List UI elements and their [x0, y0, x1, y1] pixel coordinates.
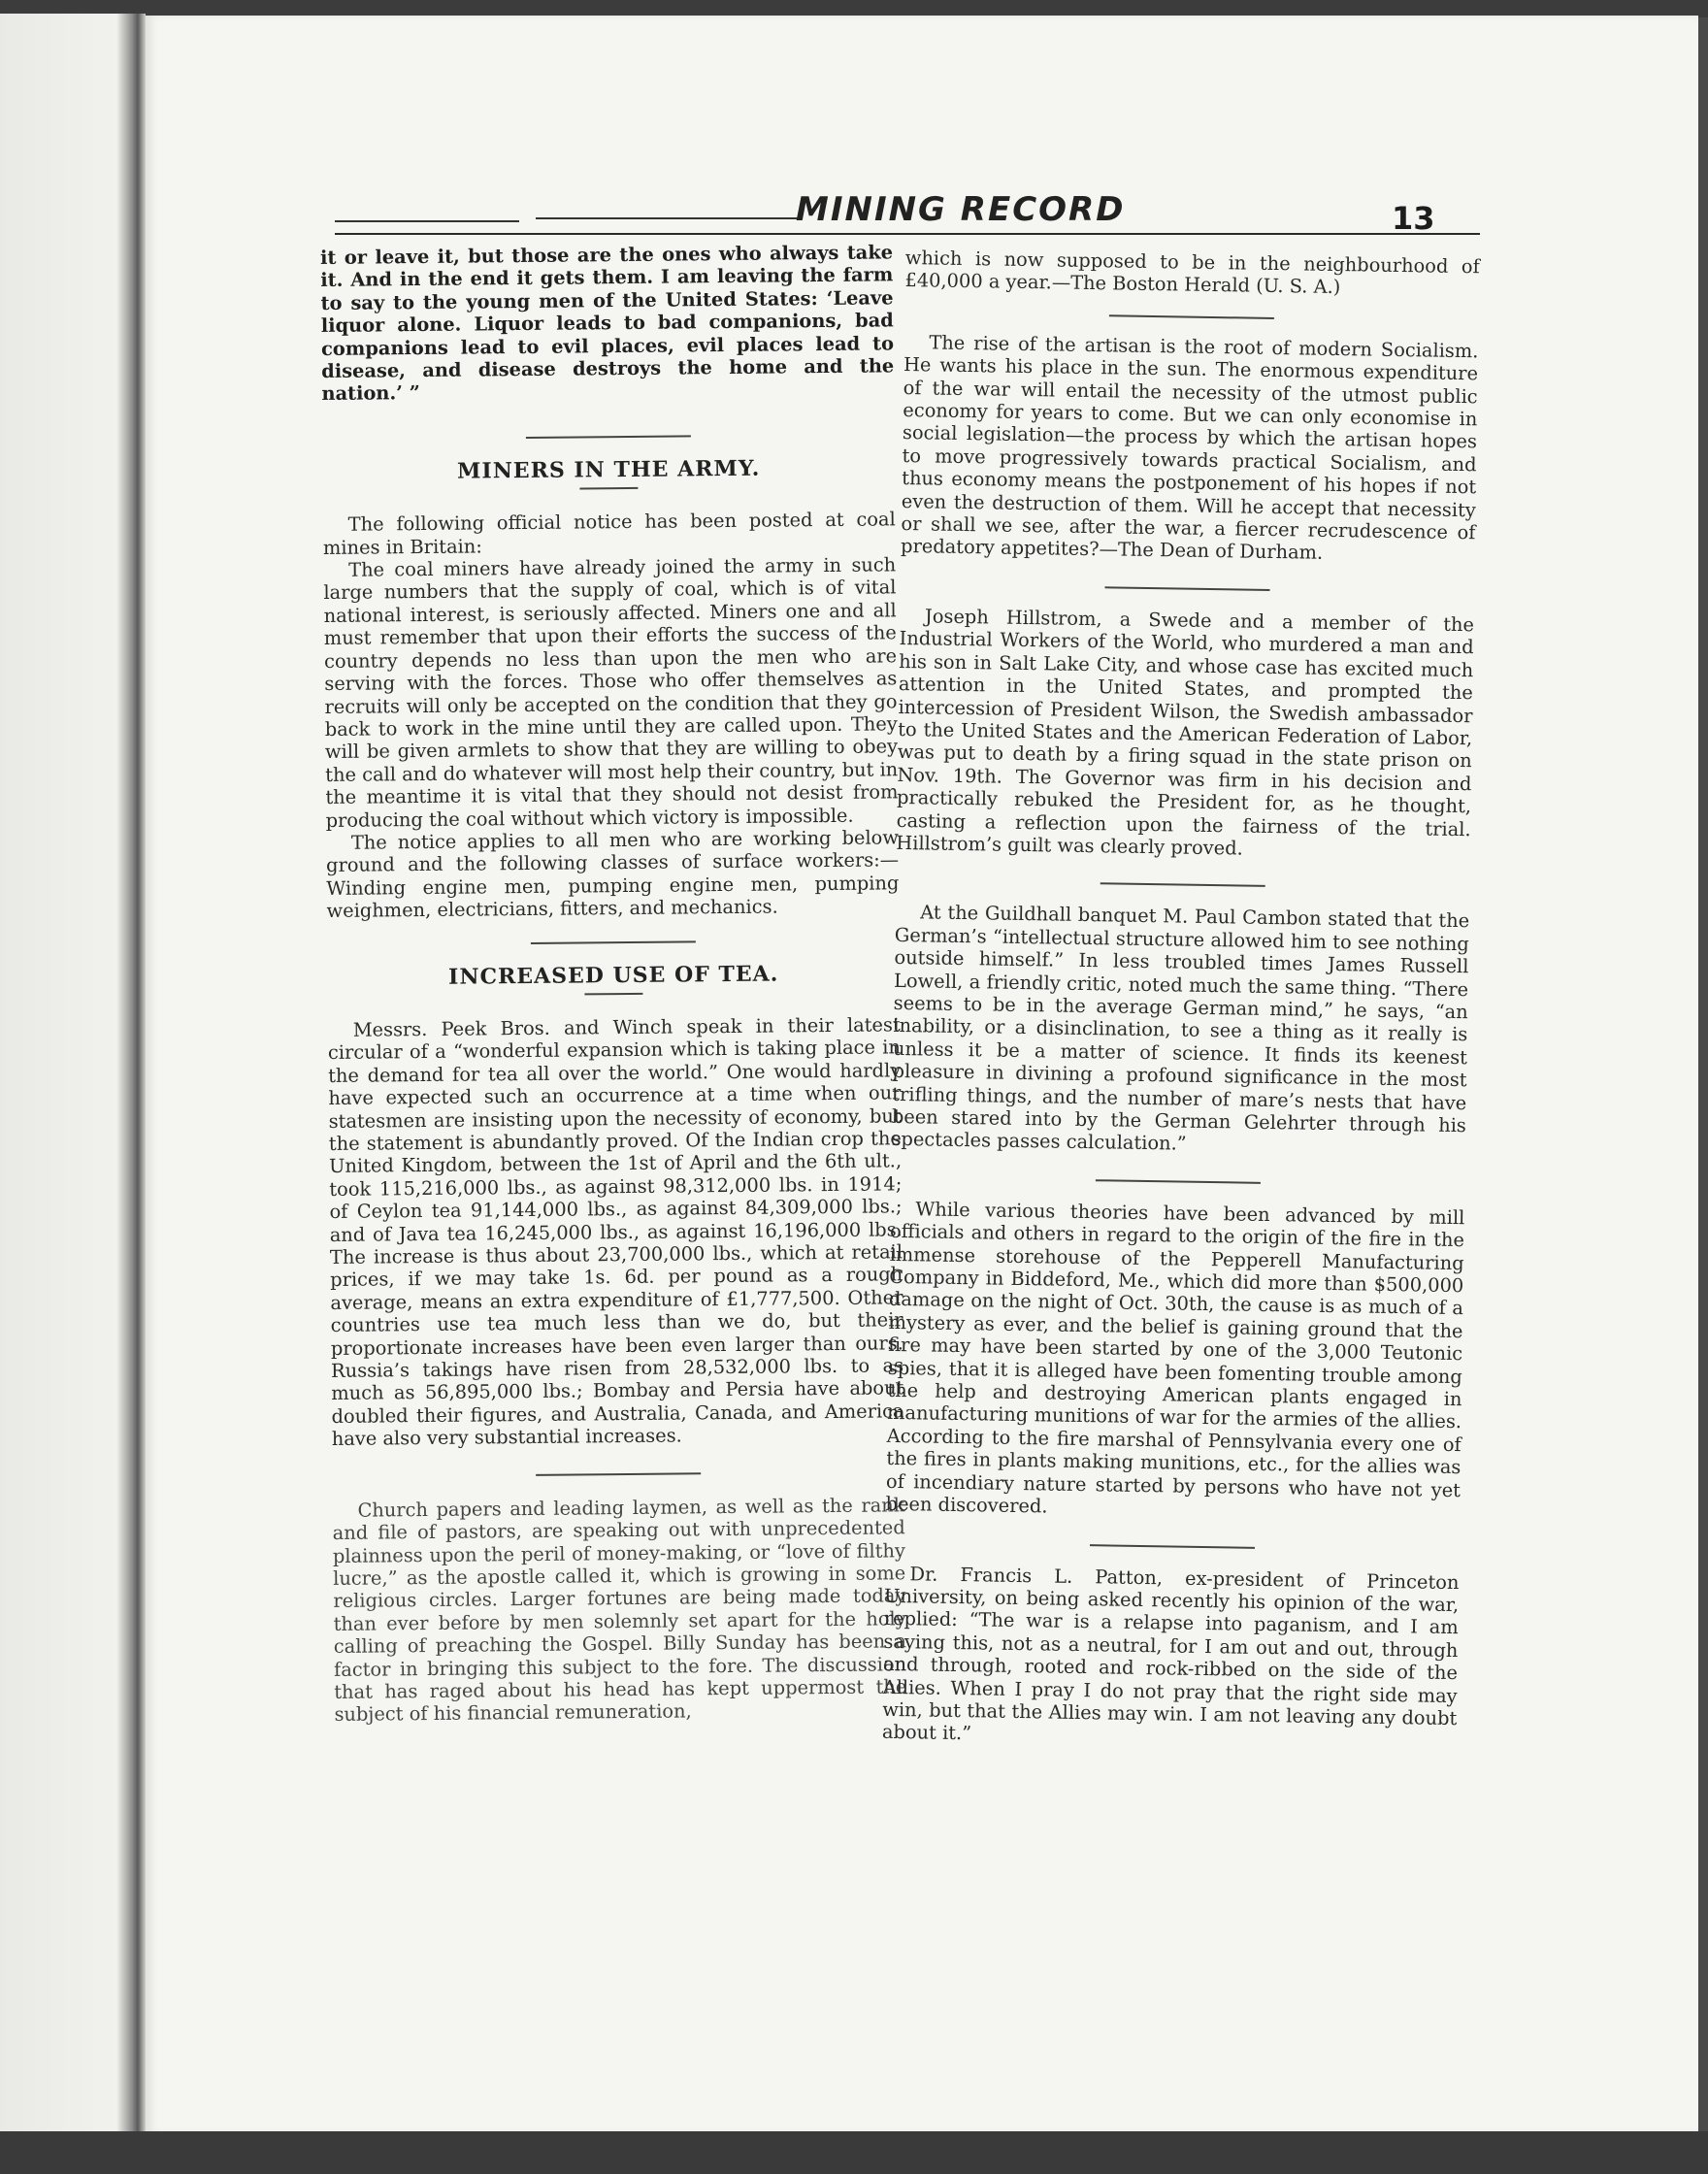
header-rule: [536, 217, 798, 219]
section-divider: [1109, 314, 1274, 319]
section-divider: [1090, 1544, 1255, 1549]
news-item: The rise of the artisan is the root of modern Socialism. He wants his place in the sun. The enormous expenditure of the war will entail the necessity of the utmost public economy for years to come. But we can only economise in social legislation—the process by which the artisan hopes to move progressively towards practical Socialism, and thus economy means the postponement of his hopes if not even the destruction of them. Will he accept that necessity or shall we see, after the war, a fiercer recrudescence of predatory appetites?—The Dean of Durham.: [900, 331, 1479, 565]
headline-underline: [584, 993, 642, 996]
news-item: At the Guildhall banquet M. Paul Cambon stated that the German’s “intellectual structure allowed him to see nothing outside himself.” In less troubled times James Russell Lowell, a friendly critic, noted much the same thing. “There seems to be in the average German mind,” he says, “an inability, or a disinclination, to see a thing as it really is unless it be a matter of science. It finds its keenest pleasure in divining a profound significance in the most trifling things, and the number of mare’s nests that have been stared into by the German Gelehrter through his spectacles passes calculation.”: [891, 901, 1470, 1156]
section-divider: [1096, 1179, 1261, 1184]
headline-underline: [579, 487, 638, 490]
left-column: [320, 241, 907, 1726]
section-divider: [1104, 586, 1269, 591]
header-underline: [335, 233, 1480, 235]
article-paragraph: The notice applies to all men who are working below ground and the following classes of surface workers:—Winding engine men, pumping engine men, pumping weighmen, electricians, fitters, and mechanics.: [326, 826, 900, 923]
article-headline: MINERS IN THE ARMY.: [456, 455, 761, 484]
article-paragraph: The coal miners have already joined the army in such large numbers that the supply of coal, which is of vital national interest, is seriously affected. Miners one and all must remember that upon their efforts the success of the country depends no less than upon the men who are serving with the forces. Those who offer themselves as recruits will only be accepted on the condition that they go back to work in the mine until they are called upon. They will be given armlets to show that they are willing to obey the call and do whatever will most help their country, but in the meantime it is vital that they should not desist from producing the coal without which victory is impossible.: [323, 553, 899, 832]
section-divider: [536, 1472, 701, 1476]
news-item: Dr. Francis L. Patton, ex-president of Princeton University, on being asked recently his opinion of the war, replied: “The war is a relapse into paganism, and I am saying this, not as a neutral, for I am out and out, through and through, rooted and rock-ribbed on the side of the Allies. When I pray I do not pray that the right side may win, but that the Allies may win. I am not leaving any doubt about it.”: [881, 1562, 1460, 1745]
header-rule: [335, 220, 519, 222]
scan-bottom-edge: [0, 2131, 1708, 2174]
section-divider: [526, 435, 691, 439]
continued-paragraph: it or leave it, but those are the ones who always take it. And in the end it gets them. I am leaving the farm to say to the young men of the United States: ‘Leave liquor alone. Liquor leads to bad companions, bad companions lead to evil places, evil places lead to disease, and disease destroys the home and the nation.’ ”: [320, 241, 895, 406]
adjacent-page-edge: [0, 14, 146, 2133]
article-headline: INCREASED USE OF TEA.: [447, 961, 779, 990]
section-divider: [1100, 883, 1265, 888]
section-divider: [531, 940, 696, 944]
news-item: While various theories have been advanced by mill officials and others in regard to the origin of the fire in the immense storehouse of the Pepperell Manufacturing Company in Biddeford, Me., which did more than $500,000 damage on the night of Oct. 30th, the cause is as much of a mystery as ever, and the belief is gaining ground that the fire may have been started by one of the 3,000 Teutonic spies, that it is alleged have been fomenting trouble among the help and destroying American plants engaged in manufacturing munitions of war for the armies of the allies. According to the fire marshal of Pennsylvania every one of the fires in plants making munitions, etc., for the allies was of incendiary nature started by persons who have not yet been discovered.: [885, 1198, 1465, 1518]
masthead: MINING RECORD: [796, 190, 1126, 229]
right-column: [882, 247, 1480, 1753]
page-number: 13: [1392, 200, 1435, 237]
news-item: Joseph Hillstrom, a Swede and a member of the Industrial Workers of the World, who murdered a man and his son in Salt Lake City, and whose case has excited much attention in the United States, and prompted the intercession of President Wilson, the Swedish ambassador to the United States and the American Federation of Labor, was put to death by a firing squad in the state prison on Nov. 19th. The Governor was firm in his decision and practically rebuked the President for, as he thought, casting a reflection upon the fairness of the trial. Hillstrom’s guilt was clearly proved.: [896, 605, 1475, 860]
continued-paragraph: which is now supposed to be in the neighbourhood of £40,000 a year.—The Boston Herald (U. S. A.): [904, 247, 1480, 299]
article-paragraph: The following official notice has been posted at coal mines in Britain:: [322, 508, 896, 559]
article-paragraph: Church papers and leading laymen, as well as the rank and file of pastors, are speaking out with unprecedented plainness upon the peril of money-making, or “love of filthy lucre,” as the apostle called it, which is growing in some religious circles. Larger fortunes are being made today than ever before by men solemnly set apart for the holy calling of preaching the Gospel. Billy Sunday has been a factor in bringing this subject to the fore. The discussion that has raged about his head has kept uppermost the subject of his financial remuneration,: [332, 1493, 907, 1727]
article-paragraph: Messrs. Peek Bros. and Winch speak in their latest circular of a “wonderful expansion which is taking place in the demand for tea all over the world.” One would hardly have expected such an occurrence at a time when our statesmen are insisting upon the necessity of economy, but the statement is abundantly proved. Of the Indian crop the United Kingdom, between the 1st of April and the 6th ult., took 115,216,000 lbs., as against 98,312,000 lbs. in 1914; of Ceylon tea 91,144,000 lbs., as against 84,309,000 lbs.; and of Java tea 16,245,000 lbs., as against 16,196,000 lbs. The increase is thus about 23,700,000 lbs., which at retail prices, if we may take 1s. 6d. per pound as a rough average, means an extra expenditure of £1,777,500. Other countries use tea much less than we do, but their proportionate increases have been even larger than ours. Russia’s takings have risen from 28,532,000 lbs. to as much as 56,895,000 lbs.; Bombay and Persia have about doubled their figures, and Australia, Canada, and America have also very substantial increases.: [327, 1013, 904, 1451]
